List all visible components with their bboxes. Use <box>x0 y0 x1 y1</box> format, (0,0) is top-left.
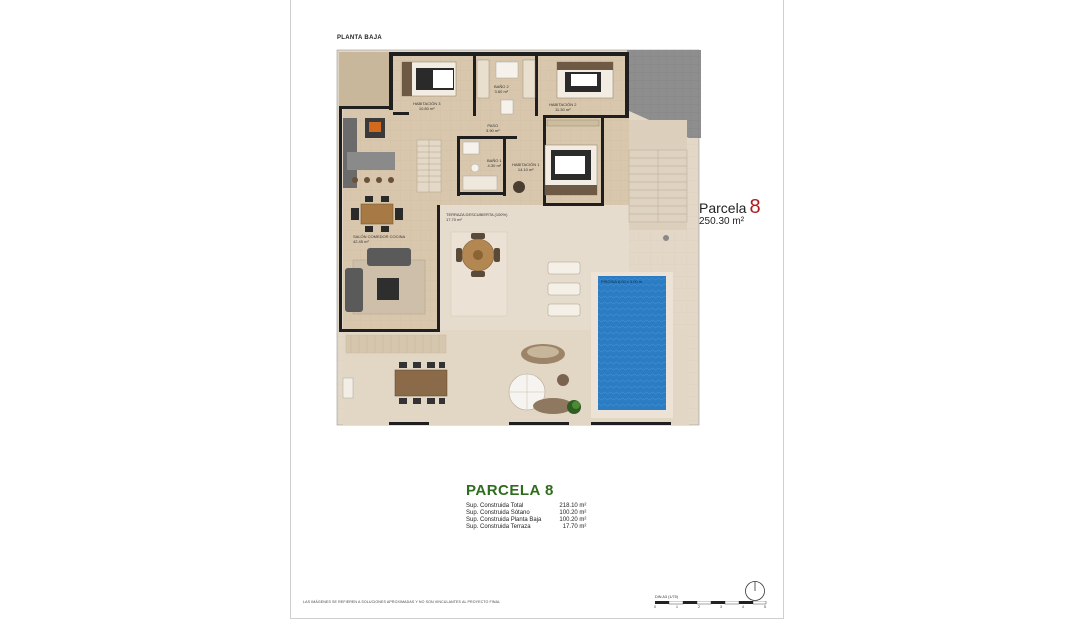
room-label-habitacion-3: HABITACIÓN 3 10.80 m² <box>413 101 441 111</box>
stairs-interior <box>417 140 441 192</box>
summary-row: Sup. Construida Total 218.10 m² <box>466 503 587 509</box>
scale-tick: 3 <box>720 605 722 609</box>
room-label-habitacion-2: HABITACIÓN 2 11.30 m² <box>549 102 577 112</box>
scale-tick: 2 <box>698 605 700 609</box>
parcela-side-number: 8 <box>749 196 761 218</box>
parcela-side-label <box>699 196 761 227</box>
scale-tick: 5 <box>764 605 766 609</box>
summary-row: Sup. Construida Planta Baja 100.20 m² <box>466 517 587 523</box>
scale-label: DIN A3 (1/75) <box>655 595 679 599</box>
summary-row: Sup. Construida Terraza 17.70 m² <box>466 524 587 530</box>
stairs-right <box>629 150 687 222</box>
shower <box>663 235 669 241</box>
pool-water <box>598 276 666 410</box>
parcela-side-area: 250.30 m² <box>699 216 745 227</box>
parcela-side-name: Parcela <box>699 200 747 216</box>
summary-table <box>466 503 586 531</box>
scale-bar <box>655 601 767 606</box>
scale-tick: 1 <box>676 605 678 609</box>
north-arrow-icon <box>744 580 766 602</box>
summary-row: Sup. Construida Sótano 100.20 m² <box>466 510 587 516</box>
sun-loungers <box>548 262 580 316</box>
room-label-piscina: PISCINA 8.00 x 3.00 m <box>601 279 643 284</box>
summary-title: PARCELA 8 <box>466 482 554 499</box>
scale-tick: 4 <box>742 605 744 609</box>
room-label-habitacion-1: HABITACIÓN 1 14.10 m² <box>512 162 540 172</box>
bed-habitacion-2 <box>557 62 613 98</box>
room-label-paso: PASO 3.90 m² <box>486 123 500 133</box>
plan-title: PLANTA BAJA <box>337 35 382 41</box>
room-label-bano-2: BAÑO 2 3.60 m² <box>494 84 509 94</box>
disclaimer: LAS IMÁGENES SE REFIEREN A SOLUCIONES APROXIMADAS Y NO SON VINCULANTES AL PROYECTO FINAL <box>303 600 501 604</box>
plan-sheet <box>290 0 784 619</box>
room-label-terraza: TERRAZA DESCUBIERTA (100%) 17.70 m² <box>446 212 508 222</box>
bed-habitacion-3 <box>402 62 456 96</box>
scale-tick: 0 <box>654 605 656 609</box>
room-label-salon: SALÓN COMEDOR COCINA 42.45 m² <box>353 234 406 244</box>
room-label-bano-1: BAÑO 1 4.30 m² <box>487 158 502 168</box>
